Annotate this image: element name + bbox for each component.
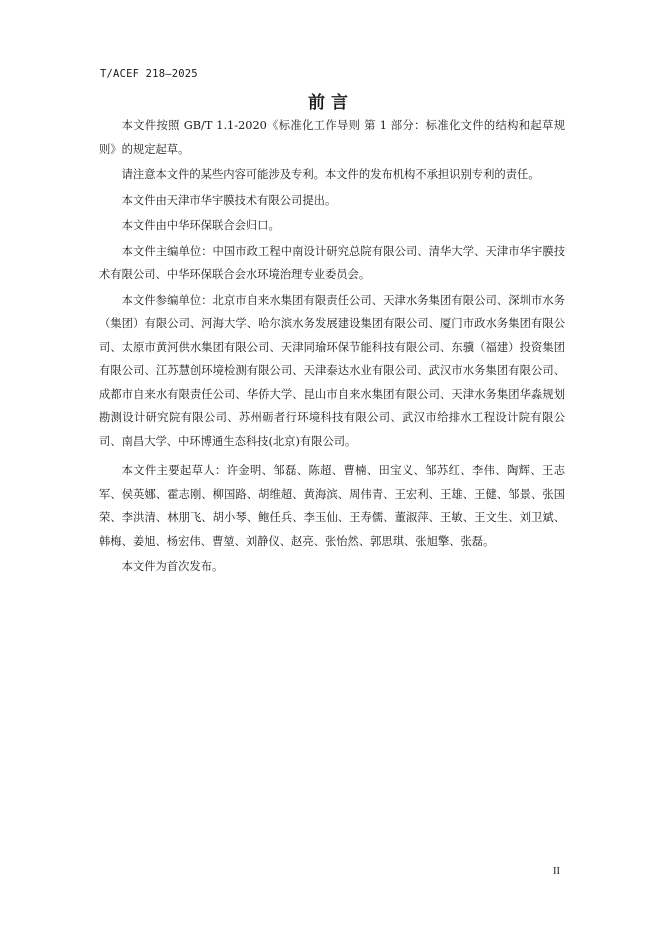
standard-code: T/ACEF 218—2025 xyxy=(100,68,198,80)
paragraph-drafting-rules: 本文件按照 GB/T 1.1-2020《标准化工作导则 第 1 部分：标准化文件的结构和起草规则》的规定起草。 xyxy=(99,119,565,156)
paragraph-patent-notice: 请注意本文件的某些内容可能涉及专利。本文件的发布机构不承担识别专利的责任。 xyxy=(121,168,540,181)
page-number: II xyxy=(553,866,560,877)
foreword-body xyxy=(99,114,565,581)
paragraph-proposer: 本文件由天津市华宇膜技术有限公司提出。 xyxy=(121,193,337,207)
paragraph-chief-editors: 本文件主编单位：中国市政工程中南设计研究总院有限公司、清华大学、天津市华宇膜技术有限公司、中华环保联合会水环境治理专业委员会。 xyxy=(99,244,565,281)
paragraph-centralized-unit: 本文件由中华环保联合会归口。 xyxy=(121,219,280,232)
paragraph-drafters: 本文件主要起草人：许金明、邹磊、陈超、曹楠、田宝义、邹苏红、李伟、陶辉、王志军、侯英娜、霍志刚、柳国路、胡维超、黄海滨、周伟青、王宏利、王雄、王健、邹景、张国荣、李洪清、林朋飞、胡小琴、鲍任兵、李玉仙、王寿儒、董淑萍、王敏、王文生、刘卫斌、韩梅、姜旭、杨宏伟、曹堃、刘静仪、赵亮、张怡然、郭思琪、张旭擎、张磊。 xyxy=(99,464,565,548)
page-title: 前言 xyxy=(308,93,354,113)
paragraph-participating-units: 本文件参编单位：北京市自来水集团有限责任公司、天津水务集团有限公司、深圳市水务（集团）有限公司、河海大学、哈尔滨水务发展建设集团有限公司、厦门市政水务集团有限公司、太原市黄河供水集团有限公司、天津同瑜环保节能科技有限公司、东骥（福建）投资集团有限公司、江苏慧创环境检测有限公司、天津泰达水业有限公司、武汉市水务集团有限公司、成都市自来水有限责任公司、华侨大学、昆山市自来水集团有限公司、天津水务集团华淼规划勘测设计研究院有限公司、苏州砺者行环境科技有限公司、武汉市给排水工程设计院有限公司、南昌大学、中环博通生态科技(北京)有限公司。 xyxy=(99,293,565,448)
paragraph-first-release: 本文件为首次发布。 xyxy=(121,560,224,573)
